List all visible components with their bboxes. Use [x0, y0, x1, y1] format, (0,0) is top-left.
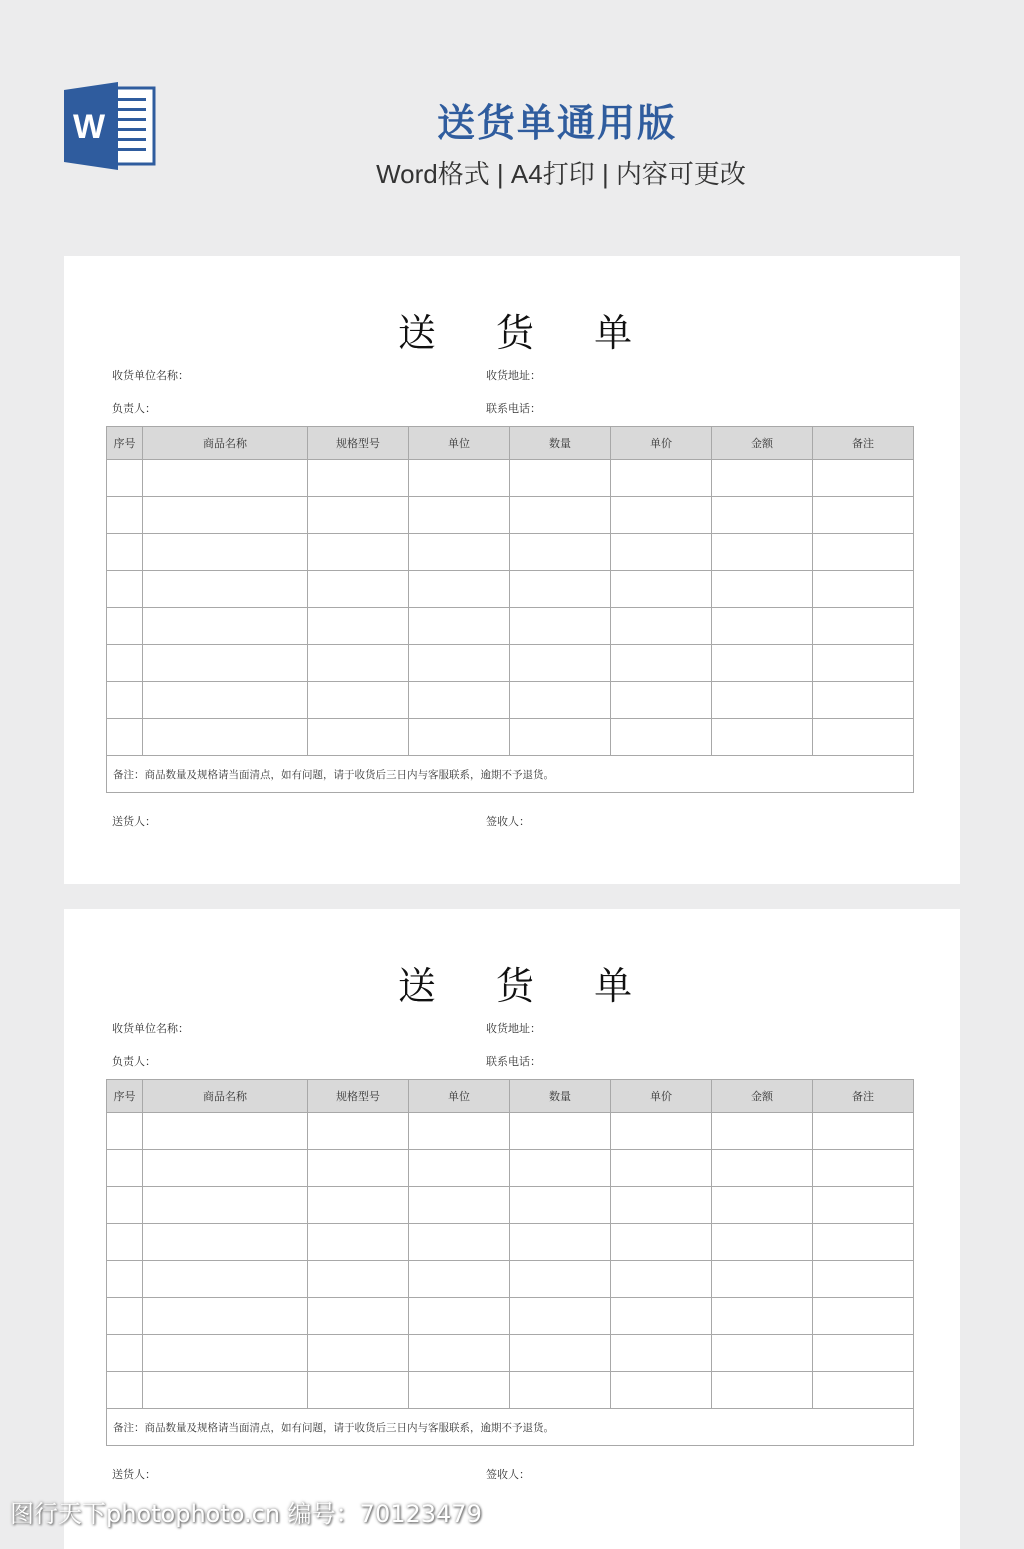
column-header-product-name: 商品名称	[143, 1080, 308, 1113]
table-cell[interactable]	[813, 608, 914, 645]
table-cell[interactable]	[712, 571, 813, 608]
table-cell[interactable]	[143, 1187, 308, 1224]
table-row	[107, 497, 914, 534]
table-row	[107, 682, 914, 719]
table-cell[interactable]	[813, 645, 914, 682]
table-cell[interactable]	[510, 1113, 611, 1150]
table-cell[interactable]	[712, 1261, 813, 1298]
table-cell[interactable]	[611, 460, 712, 497]
table-cell[interactable]	[308, 1261, 409, 1298]
table-cell[interactable]	[308, 682, 409, 719]
table-cell[interactable]	[107, 571, 143, 608]
table-cell[interactable]	[611, 1113, 712, 1150]
signer-label: 签收人：	[486, 1468, 530, 1481]
table-cell[interactable]	[611, 1261, 712, 1298]
table-cell[interactable]	[143, 1261, 308, 1298]
table-cell[interactable]	[107, 682, 143, 719]
column-header-remarks: 备注	[813, 427, 914, 460]
table-cell[interactable]	[510, 719, 611, 756]
table-cell[interactable]	[510, 1150, 611, 1187]
table-cell[interactable]	[712, 719, 813, 756]
table-cell[interactable]	[712, 608, 813, 645]
table-cell[interactable]	[611, 682, 712, 719]
column-header-amount: 金额	[712, 427, 813, 460]
table-cell[interactable]	[143, 571, 308, 608]
table-cell[interactable]	[308, 1298, 409, 1335]
table-row	[107, 534, 914, 571]
form-page-1	[64, 256, 960, 884]
table-cell[interactable]	[611, 1187, 712, 1224]
table-cell[interactable]	[813, 1335, 914, 1372]
table-cell[interactable]	[712, 1298, 813, 1335]
table-cell[interactable]	[510, 1335, 611, 1372]
table-cell[interactable]	[409, 571, 510, 608]
note-text: 备注：商品数量及规格请当面清点，如有问题，请于收货后三日内与客服联系，逾期不予退货。	[107, 1409, 914, 1446]
table-cell[interactable]	[143, 1224, 308, 1261]
table-cell[interactable]	[409, 1224, 510, 1261]
table-cell[interactable]	[308, 608, 409, 645]
table-cell[interactable]	[712, 1113, 813, 1150]
table-cell[interactable]	[308, 1335, 409, 1372]
table-cell[interactable]	[409, 1261, 510, 1298]
table-cell[interactable]	[143, 534, 308, 571]
delivery-table	[106, 426, 914, 793]
table-row	[107, 645, 914, 682]
table-cell[interactable]	[712, 534, 813, 571]
table-cell[interactable]	[510, 682, 611, 719]
table-row	[107, 571, 914, 608]
page-subtitle: Word格式 | A4打印 | 内容可更改	[376, 159, 746, 189]
table-cell[interactable]	[813, 571, 914, 608]
table-cell[interactable]	[712, 1372, 813, 1409]
table-cell[interactable]	[143, 608, 308, 645]
table-row	[107, 1113, 914, 1150]
table-cell[interactable]	[409, 1113, 510, 1150]
table-cell[interactable]	[611, 645, 712, 682]
table-cell[interactable]	[712, 645, 813, 682]
column-header-index: 序号	[107, 427, 143, 460]
table-cell[interactable]	[409, 719, 510, 756]
phone-label: 联系电话：	[486, 402, 541, 415]
table-cell[interactable]	[611, 608, 712, 645]
table-cell[interactable]	[813, 1372, 914, 1409]
person-in-charge-label: 负责人：	[112, 402, 156, 415]
table-cell[interactable]	[308, 1150, 409, 1187]
table-cell[interactable]	[143, 1298, 308, 1335]
note-row	[107, 756, 914, 793]
table-cell[interactable]	[813, 497, 914, 534]
table-cell[interactable]	[107, 1261, 143, 1298]
table-cell[interactable]	[409, 1335, 510, 1372]
table-cell[interactable]	[409, 460, 510, 497]
table-cell[interactable]	[107, 497, 143, 534]
column-header-quantity: 数量	[510, 1080, 611, 1113]
page-title: 送货单通用版	[436, 103, 677, 145]
form-title: 送 货 单	[397, 311, 657, 355]
table-cell[interactable]	[308, 497, 409, 534]
table-cell[interactable]	[813, 719, 914, 756]
table-cell[interactable]	[409, 1150, 510, 1187]
table-cell[interactable]	[143, 1113, 308, 1150]
table-cell[interactable]	[813, 1261, 914, 1298]
delivery-table	[106, 1079, 914, 1446]
table-cell[interactable]	[712, 1335, 813, 1372]
person-in-charge-label: 负责人：	[112, 1055, 156, 1068]
table-cell[interactable]	[143, 497, 308, 534]
table-cell[interactable]	[611, 1150, 712, 1187]
table-cell[interactable]	[510, 1224, 611, 1261]
table-cell[interactable]	[107, 460, 143, 497]
table-cell[interactable]	[308, 571, 409, 608]
table-cell[interactable]	[510, 460, 611, 497]
table-cell[interactable]	[409, 497, 510, 534]
column-header-amount: 金额	[712, 1080, 813, 1113]
table-cell[interactable]	[107, 1187, 143, 1224]
table-cell[interactable]	[107, 1150, 143, 1187]
table-row	[107, 1224, 914, 1261]
sender-label: 送货人：	[112, 815, 156, 828]
table-row	[107, 608, 914, 645]
sender-label: 送货人：	[112, 1468, 156, 1481]
table-cell[interactable]	[308, 1372, 409, 1409]
table-cell[interactable]	[308, 645, 409, 682]
table-row	[107, 1372, 914, 1409]
column-header-unit: 单位	[409, 427, 510, 460]
table-cell[interactable]	[107, 1335, 143, 1372]
table-cell[interactable]	[813, 1187, 914, 1224]
table-cell[interactable]	[143, 719, 308, 756]
table-cell[interactable]	[712, 1187, 813, 1224]
receiver-unit-label: 收货单位名称：	[112, 369, 189, 382]
word-logo-icon	[64, 82, 156, 170]
table-header-row	[107, 1080, 914, 1113]
table-header-row	[107, 427, 914, 460]
table-cell[interactable]	[712, 1150, 813, 1187]
table-cell[interactable]	[813, 1150, 914, 1187]
table-cell[interactable]	[409, 534, 510, 571]
table-cell[interactable]	[813, 1113, 914, 1150]
table-cell[interactable]	[813, 1224, 914, 1261]
column-header-spec-model: 规格型号	[308, 1080, 409, 1113]
table-cell[interactable]	[107, 1298, 143, 1335]
table-cell[interactable]	[712, 682, 813, 719]
table-cell[interactable]	[510, 1372, 611, 1409]
table-cell[interactable]	[409, 1187, 510, 1224]
table-cell[interactable]	[611, 1335, 712, 1372]
table-cell[interactable]	[712, 497, 813, 534]
table-cell[interactable]	[510, 1298, 611, 1335]
table-cell[interactable]	[107, 1224, 143, 1261]
header	[0, 0, 1024, 230]
table-cell[interactable]	[308, 534, 409, 571]
table-row	[107, 460, 914, 497]
phone-label: 联系电话：	[486, 1055, 541, 1068]
column-header-spec-model: 规格型号	[308, 427, 409, 460]
table-cell[interactable]	[143, 460, 308, 497]
table-row	[107, 1261, 914, 1298]
table-cell[interactable]	[611, 534, 712, 571]
table-cell[interactable]	[107, 1372, 143, 1409]
column-header-unit: 单位	[409, 1080, 510, 1113]
table-cell[interactable]	[813, 534, 914, 571]
table-cell[interactable]	[308, 1113, 409, 1150]
table-cell[interactable]	[510, 571, 611, 608]
column-header-unit-price: 单价	[611, 1080, 712, 1113]
table-cell[interactable]	[712, 1224, 813, 1261]
table-cell[interactable]	[143, 645, 308, 682]
note-text: 备注：商品数量及规格请当面清点，如有问题，请于收货后三日内与客服联系，逾期不予退货。	[107, 756, 914, 793]
table-cell[interactable]	[143, 682, 308, 719]
table-cell[interactable]	[308, 719, 409, 756]
table-cell[interactable]	[813, 682, 914, 719]
table-cell[interactable]	[107, 719, 143, 756]
table-cell[interactable]	[143, 1150, 308, 1187]
table-cell[interactable]	[107, 608, 143, 645]
table-cell[interactable]	[107, 645, 143, 682]
table-cell[interactable]	[611, 497, 712, 534]
table-row	[107, 1335, 914, 1372]
table-cell[interactable]	[611, 1298, 712, 1335]
table-body	[107, 1113, 914, 1409]
table-cell[interactable]	[308, 460, 409, 497]
watermark: 图行天下photophoto.cn 编号：70123479	[10, 1500, 482, 1528]
form-title: 送 货 单	[397, 964, 657, 1008]
table-cell[interactable]	[409, 645, 510, 682]
table-cell[interactable]	[510, 1187, 611, 1224]
column-header-quantity: 数量	[510, 427, 611, 460]
table-cell[interactable]	[143, 1335, 308, 1372]
table-row	[107, 1187, 914, 1224]
table-cell[interactable]	[712, 460, 813, 497]
receiver-unit-label: 收货单位名称：	[112, 1022, 189, 1035]
table-row	[107, 1298, 914, 1335]
table-cell[interactable]	[143, 1372, 308, 1409]
receiver-address-label: 收货地址：	[486, 369, 541, 382]
table-row	[107, 1150, 914, 1187]
column-header-remarks: 备注	[813, 1080, 914, 1113]
table-cell[interactable]	[813, 1298, 914, 1335]
form-page-2	[64, 909, 960, 1549]
signer-label: 签收人：	[486, 815, 530, 828]
table-cell[interactable]	[611, 719, 712, 756]
table-cell[interactable]	[510, 497, 611, 534]
column-header-product-name: 商品名称	[143, 427, 308, 460]
word-logo-letter: W	[72, 108, 106, 146]
note-row	[107, 1409, 914, 1446]
table-cell[interactable]	[409, 682, 510, 719]
table-cell[interactable]	[107, 1113, 143, 1150]
table-body	[107, 460, 914, 756]
table-cell[interactable]	[409, 1298, 510, 1335]
column-header-unit-price: 单价	[611, 427, 712, 460]
table-cell[interactable]	[107, 534, 143, 571]
table-cell[interactable]	[409, 608, 510, 645]
column-header-index: 序号	[107, 1080, 143, 1113]
table-cell[interactable]	[510, 608, 611, 645]
table-cell[interactable]	[510, 534, 611, 571]
table-cell[interactable]	[611, 571, 712, 608]
table-cell[interactable]	[611, 1372, 712, 1409]
table-row	[107, 719, 914, 756]
table-cell[interactable]	[308, 1224, 409, 1261]
table-cell[interactable]	[409, 1372, 510, 1409]
table-cell[interactable]	[611, 1224, 712, 1261]
table-cell[interactable]	[510, 1261, 611, 1298]
table-cell[interactable]	[813, 460, 914, 497]
table-cell[interactable]	[510, 645, 611, 682]
table-cell[interactable]	[308, 1187, 409, 1224]
receiver-address-label: 收货地址：	[486, 1022, 541, 1035]
